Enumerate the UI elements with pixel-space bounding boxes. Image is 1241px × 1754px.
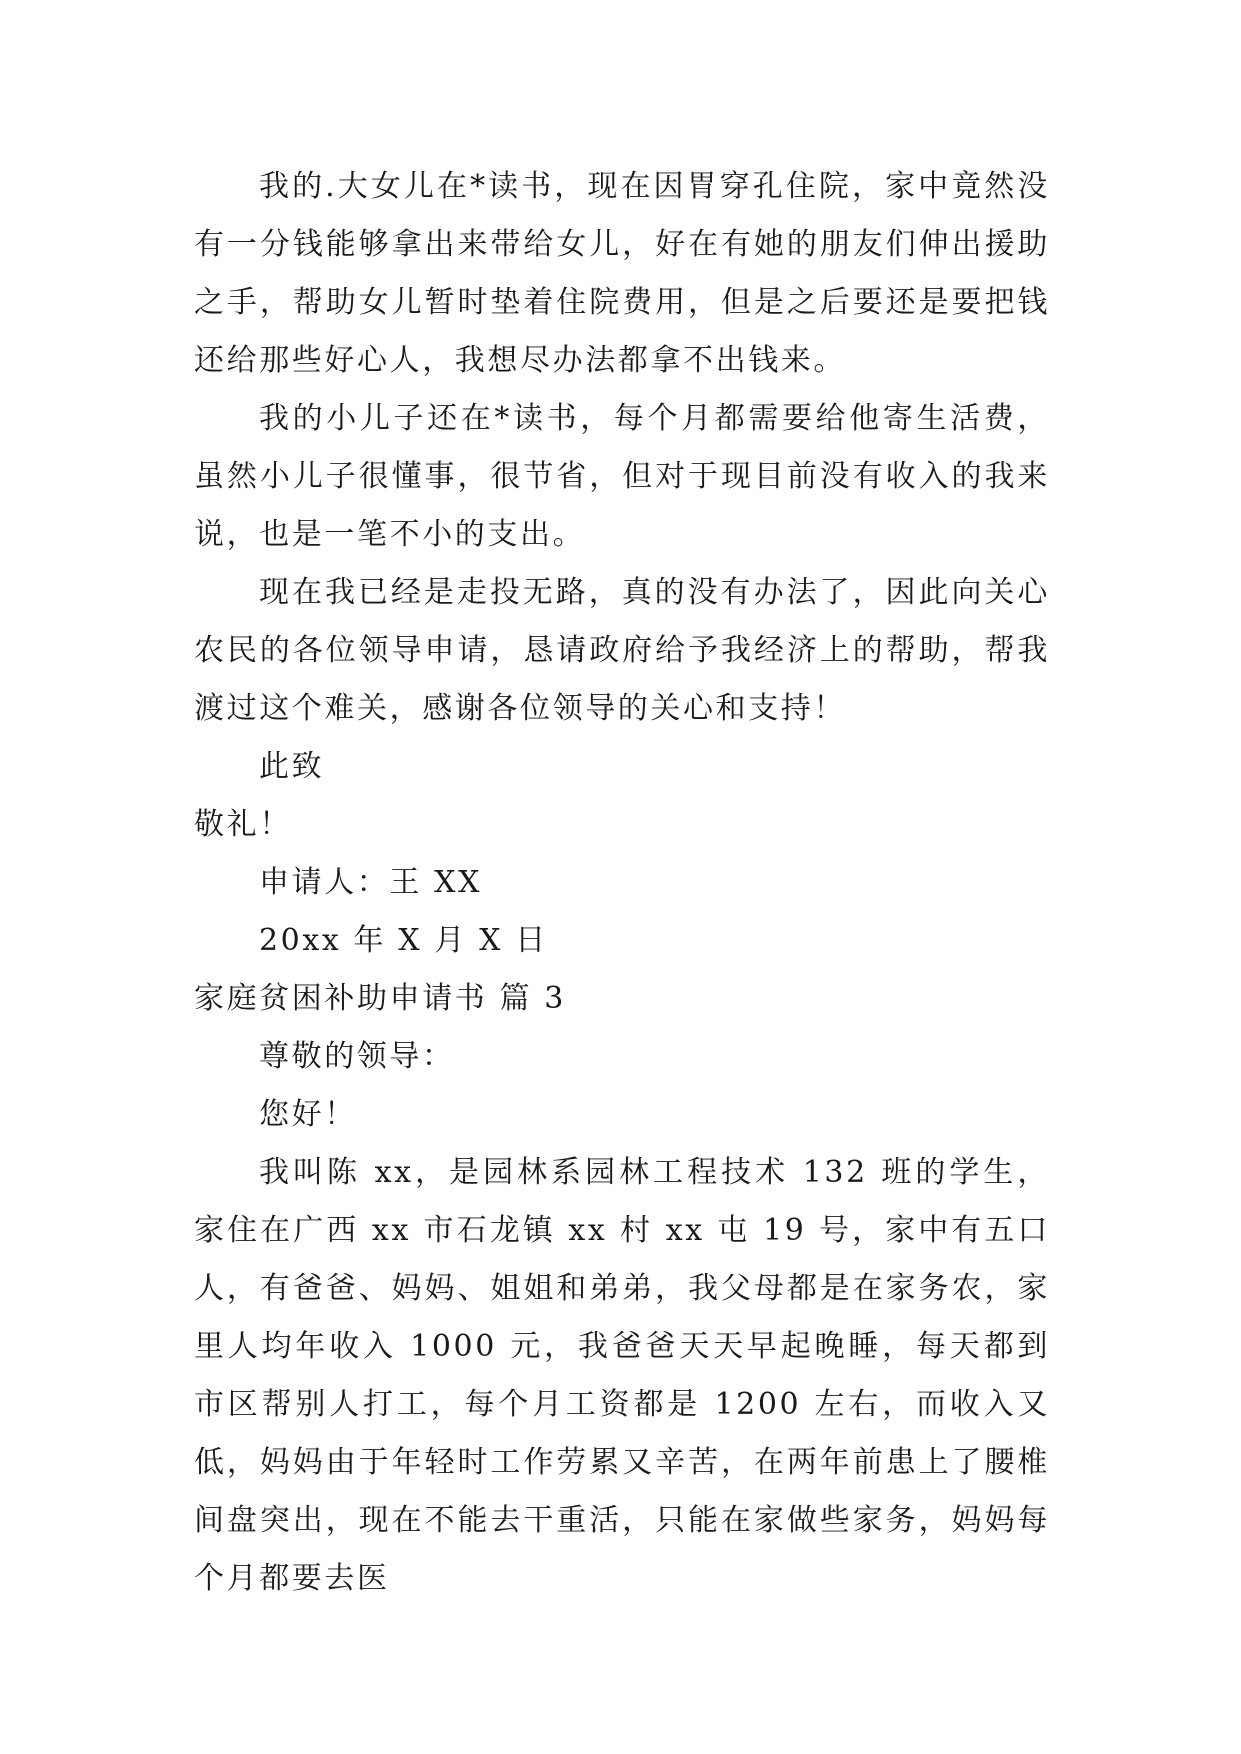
closing-salutation: 此致 bbox=[259, 749, 325, 784]
greeting-hello: 您好！ bbox=[259, 1097, 357, 1132]
paragraph-daughter-illness: 我的.大女儿在*读书，现在因胃穿孔住院，家中竟然没有一分钱能够拿出来带给女儿，好在有她的朋友们伸出援助之手，帮助女儿暂时垫着住院费用，但是之后要还是要把钱还给那些好心人，我想尽办法都拿不出钱来。 bbox=[194, 169, 1050, 378]
greeting-recipient: 尊敬的领导： bbox=[259, 1039, 455, 1074]
paragraph-request-help: 现在我已经是走投无路，真的没有办法了，因此向关心农民的各位领导申请，恳请政府给予我经济上的帮助，帮我渡过这个难关，感谢各位领导的关心和支持！ bbox=[194, 575, 1050, 726]
closing-respect: 敬礼！ bbox=[194, 807, 292, 842]
applicant-name: 申请人：王 XX bbox=[259, 865, 483, 900]
application-date: 20xx 年 X 月 X 日 bbox=[259, 923, 548, 958]
section-title: 家庭贫困补助申请书 篇 3 bbox=[194, 981, 566, 1016]
paragraph-son-expenses: 我的小儿子还在*读书，每个月都需要给他寄生活费，虽然小儿子很懂事，很节省，但对于现目前没有收入的我来说，也是一笔不小的支出。 bbox=[194, 401, 1050, 552]
document-page bbox=[194, 158, 1050, 1608]
paragraph-student-introduction: 我叫陈 xx，是园林系园林工程技术 132 班的学生，家住在广西 xx 市石龙镇 xx 村 xx 屯 19 号，家中有五口人，有爸爸、妈妈、姐姐和弟弟，我父母都是在家务农，家里人均年收入 1000 元，我爸爸天天早起晚睡，每天都到市区帮别人打工，每个月工资都是 1200 左右，而收入又低，妈妈由于年轻时工作劳累又辛苦，在两年前患上了腰椎间盘突出，现在不能去干重活，只能在家做些家务，妈妈每个月都要去医 bbox=[194, 1155, 1050, 1596]
